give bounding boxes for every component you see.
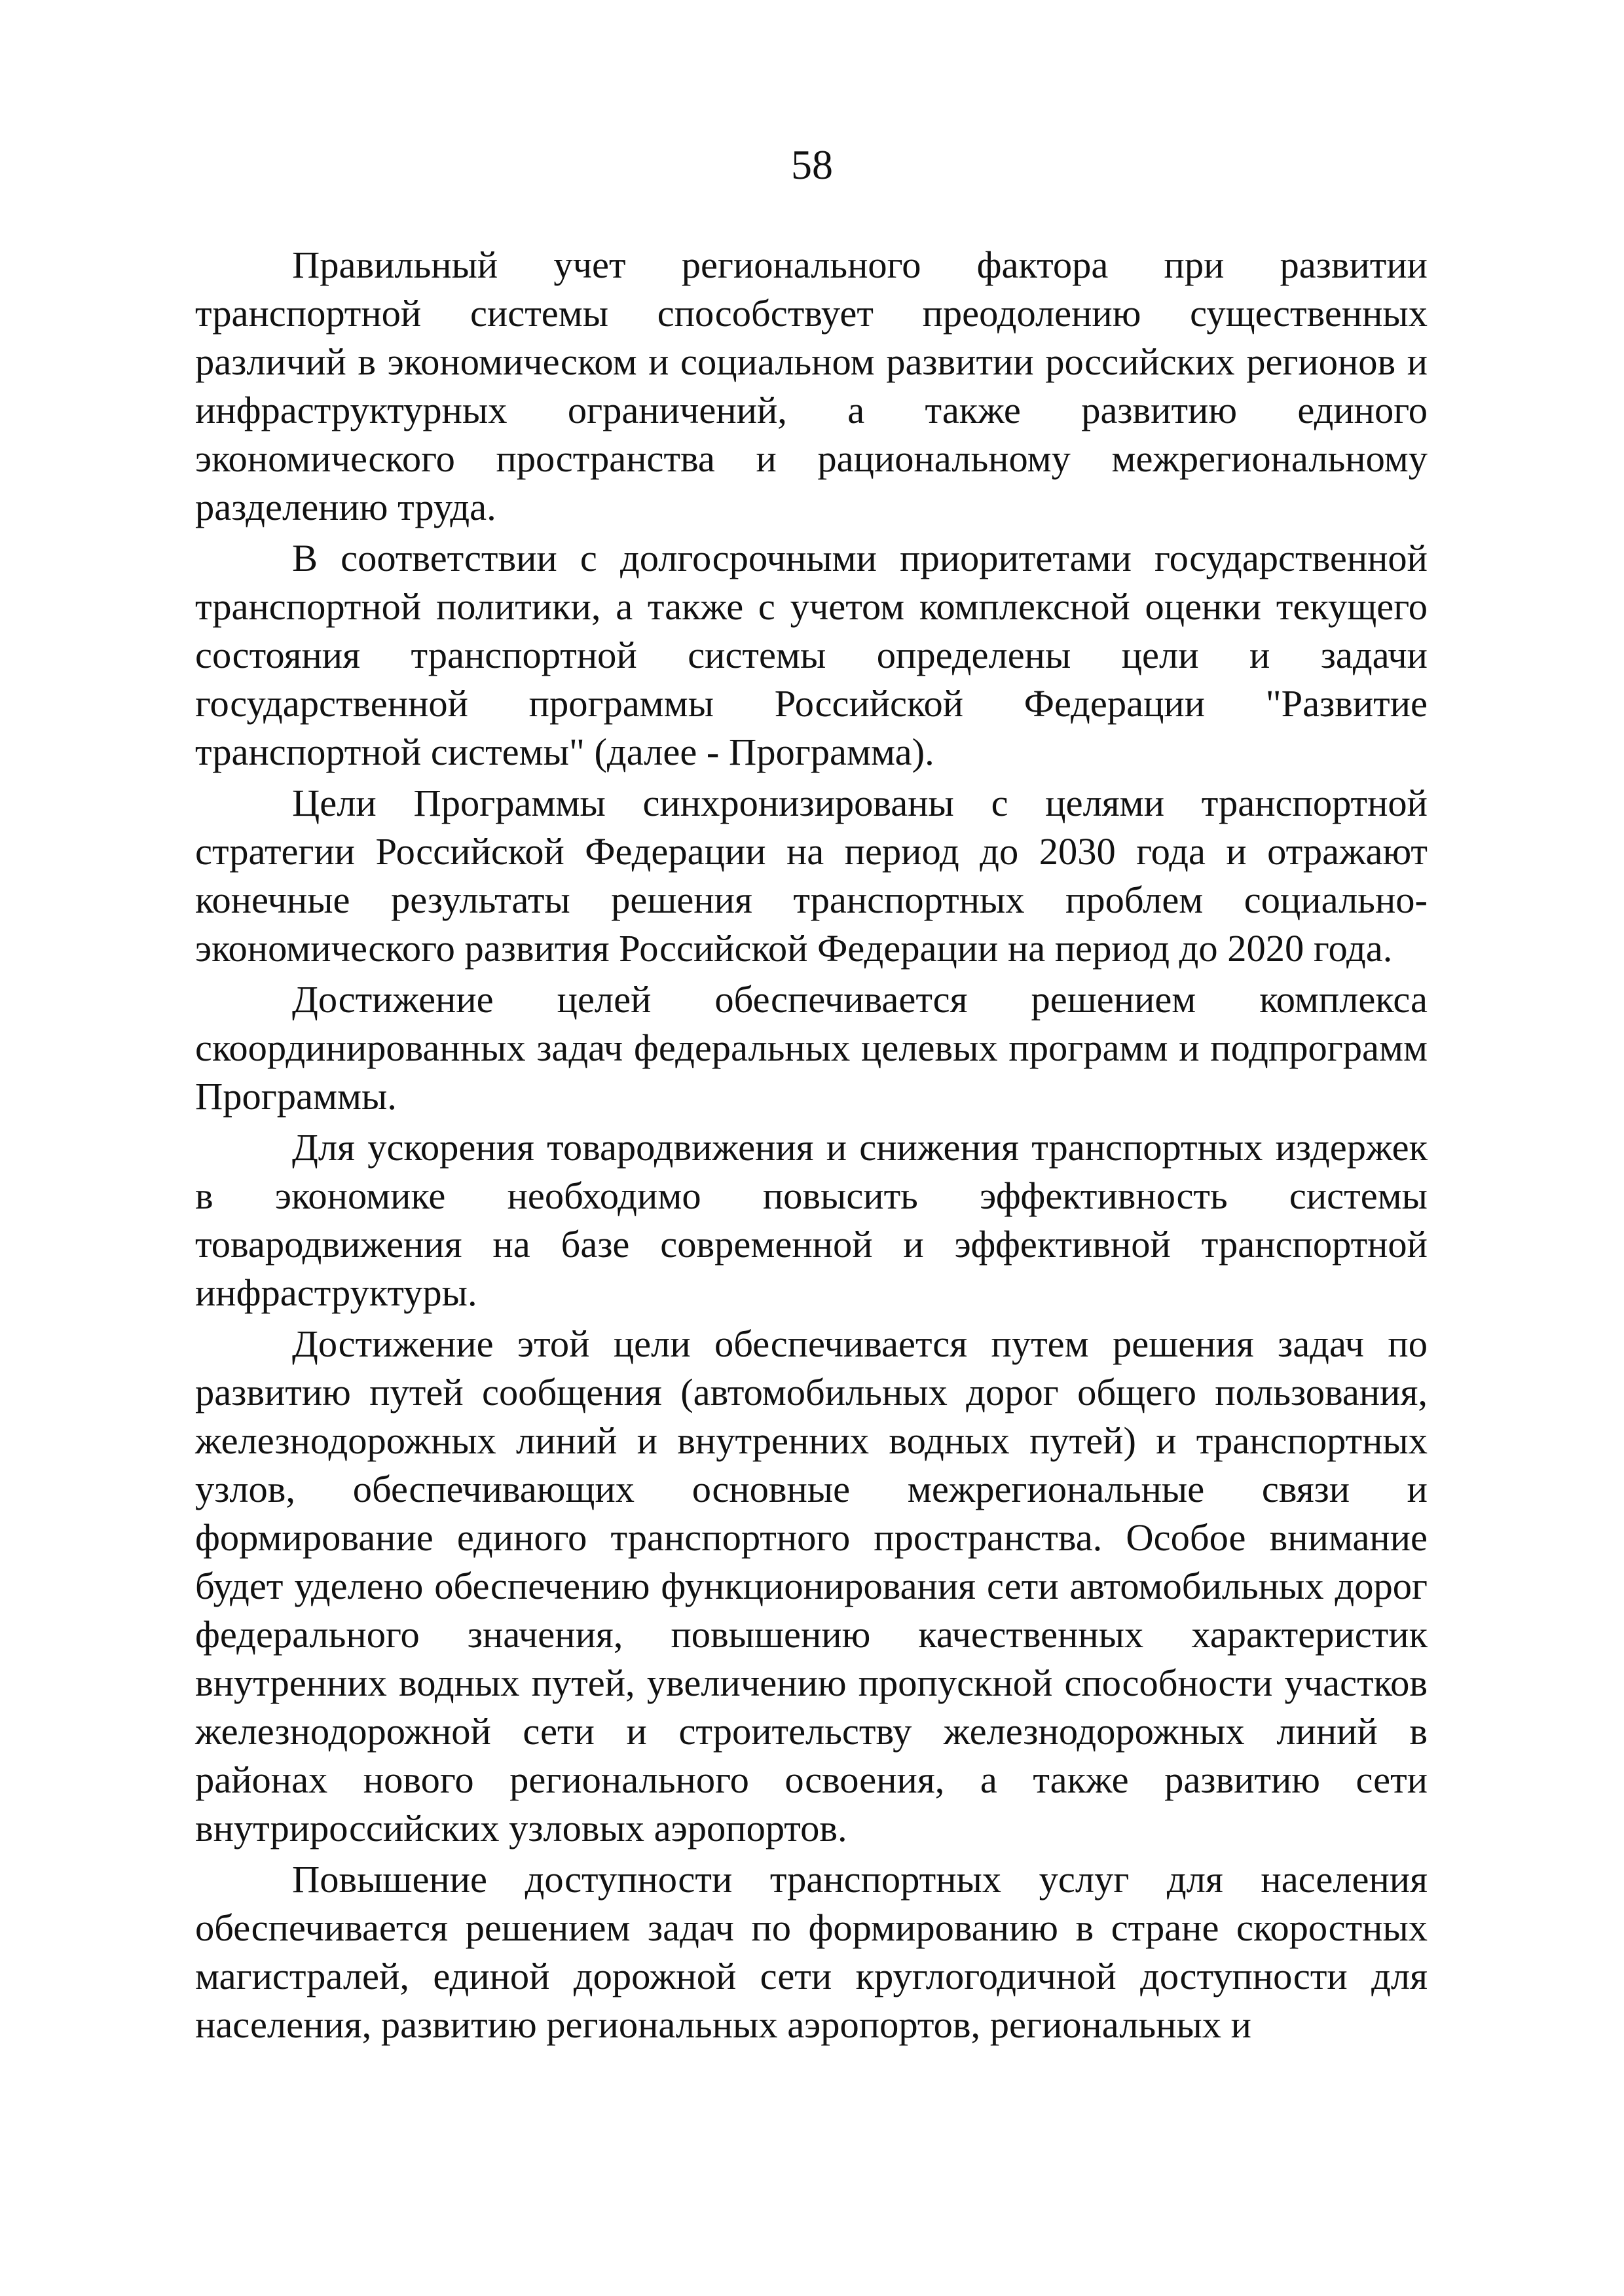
paragraph-regional-factor: Правильный учет регионального фактора при развитии транспортной системы способствует преодолению существенных различий в экономическом и социальном развитии российских регионов и инфраструктурных ограничений, а также развитию единого экономического пространства и рациональному межрегиональному разделению труда. xyxy=(195,244,1428,528)
paragraph-goods-movement: Для ускорения товародвижения и снижения транспортных издержек в экономике необходимо повысить эффективность системы товародвижения на базе современной и эффективной транспортной инфраструктуры. xyxy=(195,1126,1428,1314)
document-body xyxy=(195,241,1428,2052)
page-number: 58 xyxy=(791,141,833,188)
paragraph-goal-achievement: Достижение целей обеспечивается решением комплекса скоординированных задач федеральных целевых программ и подпрограмм Программы. xyxy=(195,978,1428,1118)
paragraph-service-accessibility: Повышение доступности транспортных услуг для населения обеспечивается решением задач по формированию в стране скоростных магистралей, единой дорожной сети круглогодичной доступности для населения, развитию региональных аэропортов, региональных и xyxy=(195,1858,1428,2046)
paragraph-program-goals-definition: В соответствии с долгосрочными приоритетами государственной транспортной политики, а также с учетом комплексной оценки текущего состояния транспортной системы определены цели и задачи государственной программы Российской Федерации "Развитие транспортной системы" (далее - Программа). xyxy=(195,537,1428,773)
paragraph-strategy-sync: Цели Программы синхронизированы с целями транспортной стратегии Российской Федерации на период до 2030 года и отражают конечные результаты решения транспортных проблем социально-экономического развития Российской Федерации на период до 2020 года. xyxy=(195,782,1428,970)
paragraph-transport-routes: Достижение этой цели обеспечивается путем решения задач по развитию путей сообщения (автомобильных дорог общего пользования, железнодорожных линий и внутренних водных путей) и транспортных узлов, обеспечивающих основные межрегиональные связи и формирование единого транспортного пространства. Особое внимание будет уделено обеспечению функционирования сети автомобильных дорог федерального значения, повышению качественных характеристик внутренних водных путей, увеличению пропускной способности участков железнодорожной сети и строительству железнодорожных линий в районах нового регионального освоения, а также развитию сети внутрироссийских узловых аэропортов. xyxy=(195,1322,1428,1850)
